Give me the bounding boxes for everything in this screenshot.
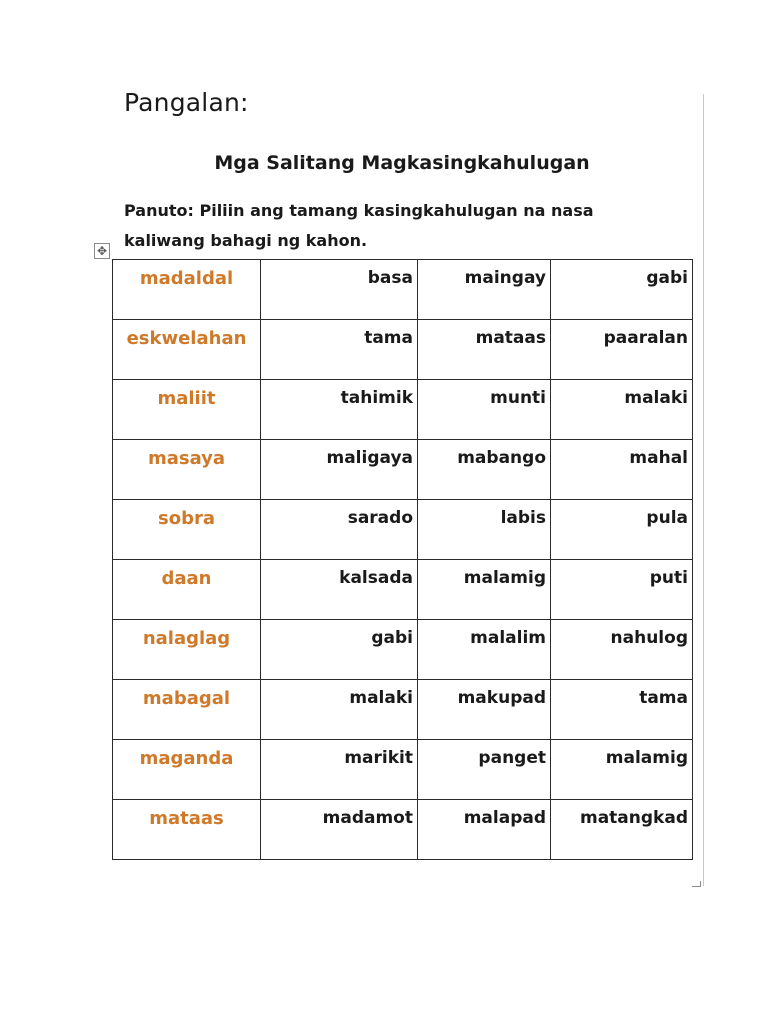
choice-cell[interactable]: basa: [261, 260, 418, 320]
target-word-cell: masaya: [113, 440, 261, 500]
choice-cell[interactable]: malaki: [261, 680, 418, 740]
choice-cell[interactable]: maingay: [418, 260, 551, 320]
choice-cell[interactable]: malalim: [418, 620, 551, 680]
table-row: [113, 260, 693, 320]
table-row: [113, 620, 693, 680]
target-word-cell: nalaglag: [113, 620, 261, 680]
choice-cell[interactable]: malaki: [551, 380, 693, 440]
choice-cell[interactable]: gabi: [261, 620, 418, 680]
choice-cell[interactable]: matangkad: [551, 800, 693, 860]
name-label: Pangalan:: [124, 88, 249, 117]
choice-cell[interactable]: panget: [418, 740, 551, 800]
choice-cell[interactable]: makupad: [418, 680, 551, 740]
choice-cell[interactable]: mahal: [551, 440, 693, 500]
choice-cell[interactable]: mabango: [418, 440, 551, 500]
choice-cell[interactable]: paaralan: [551, 320, 693, 380]
target-word-cell: madaldal: [113, 260, 261, 320]
choice-cell[interactable]: gabi: [551, 260, 693, 320]
choice-cell[interactable]: sarado: [261, 500, 418, 560]
choice-cell[interactable]: marikit: [261, 740, 418, 800]
target-word-cell: eskwelahan: [113, 320, 261, 380]
table-row: [113, 740, 693, 800]
choice-cell[interactable]: munti: [418, 380, 551, 440]
choice-cell[interactable]: maligaya: [261, 440, 418, 500]
table-row: [113, 500, 693, 560]
target-word-cell: mataas: [113, 800, 261, 860]
table-row: [113, 560, 693, 620]
target-word-cell: maliit: [113, 380, 261, 440]
target-word-cell: sobra: [113, 500, 261, 560]
synonym-table: [112, 259, 693, 860]
choice-cell[interactable]: madamot: [261, 800, 418, 860]
table-row: [113, 800, 693, 860]
choice-cell[interactable]: pula: [551, 500, 693, 560]
page-edge-line: [703, 94, 704, 886]
choice-cell[interactable]: puti: [551, 560, 693, 620]
choice-cell[interactable]: tahimik: [261, 380, 418, 440]
choice-cell[interactable]: malamig: [418, 560, 551, 620]
choice-cell[interactable]: labis: [418, 500, 551, 560]
move-icon[interactable]: ✥: [94, 243, 110, 259]
table-row: [113, 440, 693, 500]
choice-cell[interactable]: tama: [551, 680, 693, 740]
target-word-cell: maganda: [113, 740, 261, 800]
table-row: [113, 680, 693, 740]
resize-corner-icon[interactable]: [692, 881, 701, 887]
choice-cell[interactable]: nahulog: [551, 620, 693, 680]
instructions-text: Panuto: Piliin ang tamang kasingkahulugan na nasa kaliwang bahagi ng kahon.: [124, 201, 594, 250]
choice-cell[interactable]: malamig: [551, 740, 693, 800]
target-word-cell: mabagal: [113, 680, 261, 740]
choice-cell[interactable]: malapad: [418, 800, 551, 860]
table-row: [113, 320, 693, 380]
choice-cell[interactable]: kalsada: [261, 560, 418, 620]
target-word-cell: daan: [113, 560, 261, 620]
worksheet-title: Mga Salitang Magkasingkahulugan: [214, 152, 590, 174]
synonym-table-body: [113, 260, 693, 860]
choice-cell[interactable]: tama: [261, 320, 418, 380]
table-row: [113, 380, 693, 440]
choice-cell[interactable]: mataas: [418, 320, 551, 380]
